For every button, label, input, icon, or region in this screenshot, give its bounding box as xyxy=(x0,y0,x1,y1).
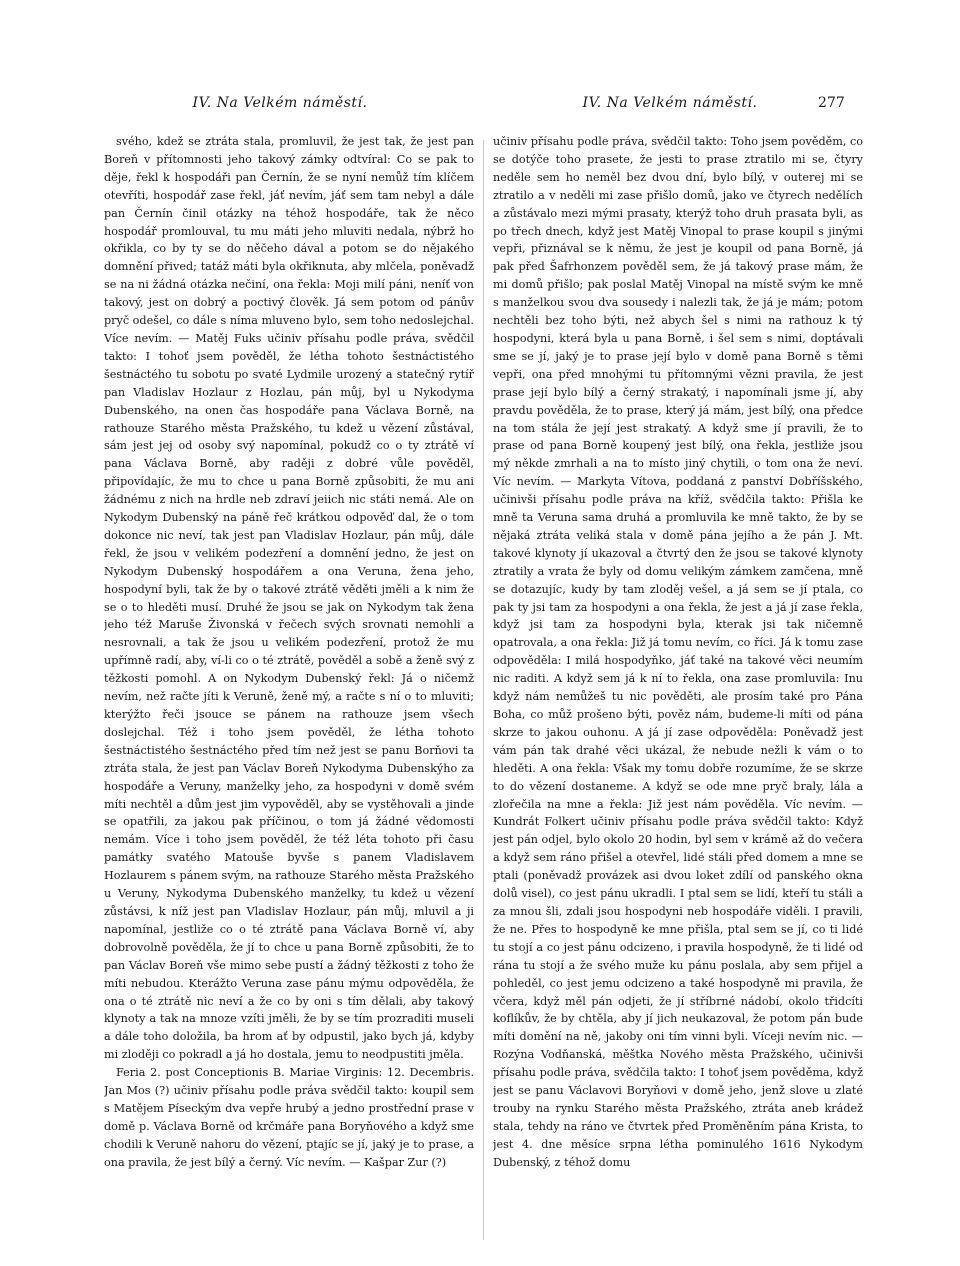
page-number: 277 xyxy=(818,95,845,111)
text-column-left xyxy=(104,133,474,1243)
running-header-left: IV. Na Velkém náměstí. xyxy=(192,95,368,111)
column-divider xyxy=(483,140,484,1240)
paragraph: učiniv přísahu podle práva, svědčil takto: Toho jsem pověděm, co se dotýče toho prasete, že jesti to prase ztratilo mi se, čtyry neděle sem ho neměl bez dvou dní, bylo bílý, v outerej mi se ztratilo a v neděli mi zase přišlo domů, jako ve čtyrech nedělích a zůstávalo mezi mými prasaty, kterýž toho druh prasata byli, as po třech dnech, když jest Matěj Vinopal to prase koupil s jinými vepři, přiznával se k němu, že jest je koupil od pana Borně, já pak před Šafrhonzem pověděl sem, že já takový prase mám, že mi domů přišlo; pak poslal Matěj Vinopal na místě svým ke mně s manželkou svou dva sousedy i nalezli tak, že já je mám; potom nechtěli bez toho býti, než abych šel s nimi na rathouz k tý hospodyni, která byla u pana Borně, i šel sem s nimi, doptávali sme se jí, jaký je to prase její bylo v domě pana Borně s těmi vepři, ona před mnohými tu přítomnými vězni pravila, že jest prase její bylo bílý a černý strakatý, i napomínali jsme jí, aby pravdu pověděla, že to prase, který já mám, jest bílý, ona předce na tom stála že její jest strakatý. A když sme jí pravili, že to prase od pana Borně koupený jest bílý, ona řekla, jestliže jsou mý někde zmrhali a na to místo jiný chytili, o tom ona že neví. Víc nevím. — Markyta Vítova, poddaná z panství Dobříšského, učinivši přísahu podle práva na kříž, svědčila takto: Přišla ke mně ta Veruna sama druhá a promluvila ke mně takto, že by se nějaká ztráta veliká stala v domě pána jejího a že pán J. Mt. takové klynoty jí ukazoval a čtvrtý den že jsou se takové klynoty ztratily a vrata že byly od domu velikým zámkem zamčena, mně se dotazujíc, kudy by tam zloděj vešel, a já sem se jí ptala, co pak ty jsi tam za hospodyni a ona řekla, že jest a já jí zase řekla, když jsi tam za hospodyni byla, kterak jsi tak ničemně opatrovala, a ona řekla: Již já tomu nevím, co říci. Já k tomu zase odpověděla: I milá hospodyňko, jáť také na takové věci neumím nic raditi. A když sem já k ní to řekla, ona zase promluvila: Inu když nám nemůžeš tu nic pověděti, ale prosím také pro Pána Boha, co můž prošeno býti, pověz nám, budeme-li míti od pána skrze to jakou ouhonu. A já jí zase odpověděla: Poněvadž jest vám pán tak drahé věci ukázal, že nebude nežli k vám o to hleděti. A ona řekla: Však my tomu dobře rozumíme, že se skrze to do vězení dostaneme. A když se ode mne pryč braly, lála a zlořečila na mne a řekla: Již jest nám pověděla. Víc nevím. — Kundrát Folkert učiniv přísahu podle práva svědčil takto: Když jest pán odjel, bylo okolo 20 hodin, byl sem v krámě až do večera a když sem ráno přišel a otevřel, lidé stáli před domem a mne se ptali (poněvadž provázek asi dvou loket zdílí od panského okna dolů visel), co jest pánu ukradli. I ptal sem se lidí, kteří tu stáli a za mnou šli, zdali jsou hospodyni neb hospodáře viděli. I pravili, že ne. Přes to hospodyně ke mne přišla, ptal sem se jí, co ti lidé tu stojí a co jest pánu odcizeno, i pravila hospodyně, že ti lidé od rána tu stojí a že svého muže ku pánu poslala, aby sem přijel a pohleděl, co jest jemu odcizeno a také hospodyně mi pravila, že včera, když měl pán odjeti, že jí stříbrné nádobí, okolo třidcíti koflíkův, že by chtěla, aby jí jich neukazoval, že potom pán bude míti domění na ně, jakoby oni tím vinni byli. Víceji nevím nic. — Rozýna Vodňanská, měštka Nového města Pražského, učinivši přísahu podle práva, svědčila takto: I tohoť jsem pověděma, když jest se panu Václavovi Boryňovi v domě jeho, jenž slove u zlaté trouby na rynku Starého města Pražského, ztráta aneb krádež stala, tehdy na ráno ve čtvrtek před Proměněním pána Krista, to jest 4. dne měsíce srpna létha pominulého 1616 Nykodym Dubenský, z téhož domu xyxy=(493,135,863,1169)
paragraph: svého, kdež se ztráta stala, promluvil, že jest tak, že jest pan Boreň v přítomnosti jeho takový zámky odtvíral: Co se pak to děje, řekl k hospodáři pan Černín, že se nyní nemůž tím klíčem otevříti, hospodář zase řekl, jáť nevím, jáť sem tam nebyl a dále pan Černín činil otázky na téhož hospodáře, tak že něco hospodář promlouval, tu mu máti jeho mluviti nedala, nýbrž ho okřikla, co by ty se do něčeho dával a potom se do nějakého domnění přived; tatáž máti byla okřiknuta, aby mlčela, poněvadž se na ni žádná otázka nečiní, ona řekla: Moji milí páni, neníť von takový, jest on dobrý a poctivý člověk. Já sem potom od pánův pryč odešel, co dále s níma mluveno bylo, sem toho nedoslejchal. Více nevím. — Matěj Fuks učiniv přísahu podle práva, svědčil takto: I tohoť jsem pověděl, že létha tohoto šestnáctistého šestnáctého tu sobotu po svaté Lydmile urozený a statečný rytíř pan Vladislav Hozlaur z Hozlau, pán můj, byl u Nykodyma Dubenského, na onen čas hospodáře pana Václava Borně, na rathouze Starého města Pražského, tu kdež u vězení zůstával, sám jest jej od osoby svý napomínal, pokudž co o ty ztrátě ví pana Václava Borně, aby raději z dobré vůle pověděl, připovídajíc, že mu to chce u pana Borně způsobiti, že mu ani žádnému z nich na hrdle neb zdraví jeiich nic státi nemá. Ale on Nykodym Dubenský na páně řeč krátkou odpověď dal, že o tom dokonce nic neví, tak jest pan Vladislav Hozlaur, pán můj, dále řekl, že jsou v velikém podezření a domnění jedno, že jest on Nykodym Dubenský hospodářem a ona Veruna, žena jeho, hospodyní byli, tak že by o takové ztrátě věděti jměli a k nim že se o to hleděti musí. Druhé že jsou se jak on Nykodym tak žena jeho též Maruše Živonská v řečech svých srovnati nemohli a nesrovnali, a tak že jsou u velikém podezření, protož že mu upřímně radí, aby, ví-li co o té ztrátě, pověděl a sobě a ženě svý z těžkosti pomohl. A on Nykodym Dubenský řekl: Já o ničemž nevím, než račte jíti k Veruně, ženě mý, a račte s ní o to mluviti; kterýžto řeči jsouce se pánem na rathouze jsem všech doslejchal. Též i toho jsem pověděl, že létha tohoto šestnáctistého šestnáctého před tím než jest se panu Borňovi ta ztráta stala, že jest pan Václav Boreň Nykodyma Dubenskýho za hospodáře a Veruny, manželky jeho, za hospodyni v domě svém míti nechtěl a dům jest jim vypověděl, aby se vystěhovali a jinde se opatřili, za jakou pak příčinou, o tom já žádné vědomosti nemám. Více i toho jsem pověděl, že též léta tohoto při času památky svatého Matouše byvše s panem Vladislavem Hozlaurem s pánem svým, na rathouze Starého města Pražského u Veruny, Nykodyma Dubenského manželky, tu kdež u vězení zůstávsi, k níž jest pan Vladislav Hozlaur, pán můj, mluvil a ji napomínal, jestliže co o té ztrátě pana Václava Borně ví, aby dobrovolně pověděla, že jí to chce u pana Borně způsobiti, že to pan Václav Boreň vše mimo sebe pustí a žádný těžkosti z toho že míti nebudou. Kterážto Veruna zase pánu mýmu odpověděla, že ona o té ztrátě nic neví a že co by oni s tím dělali, aby takový klynoty a tak na mnoze vzíti jměli, že by se tím prozraditi museli a dále toho doložila, ba hrom ať by odpustil, jako bych já, kdyby mi zloději co pokradl a já ho dostala, jemu to neodpustiti jměla. xyxy=(104,135,474,1062)
paragraph: Feria 2. post Conceptionis B. Mariae Virginis: 12. Decembris. Jan Mos (?) učiniv přísahu podle práva svědčil takto: koupil sem s Matějem Píseckým dva vepře hrubý a jedno prostřední prase v domě p. Václava Borně od krčmáře pana Boryňového a když sme chodili k Veruně nahoru do vězení, ptajíc se jí, jaký je to prase, a ona pravila, že jest bílý a černý. Víc nevím. — Kašpar Zur (?) xyxy=(104,1066,474,1169)
text-column-right xyxy=(493,133,863,1243)
running-header-right: IV. Na Velkém náměstí. xyxy=(582,95,758,111)
